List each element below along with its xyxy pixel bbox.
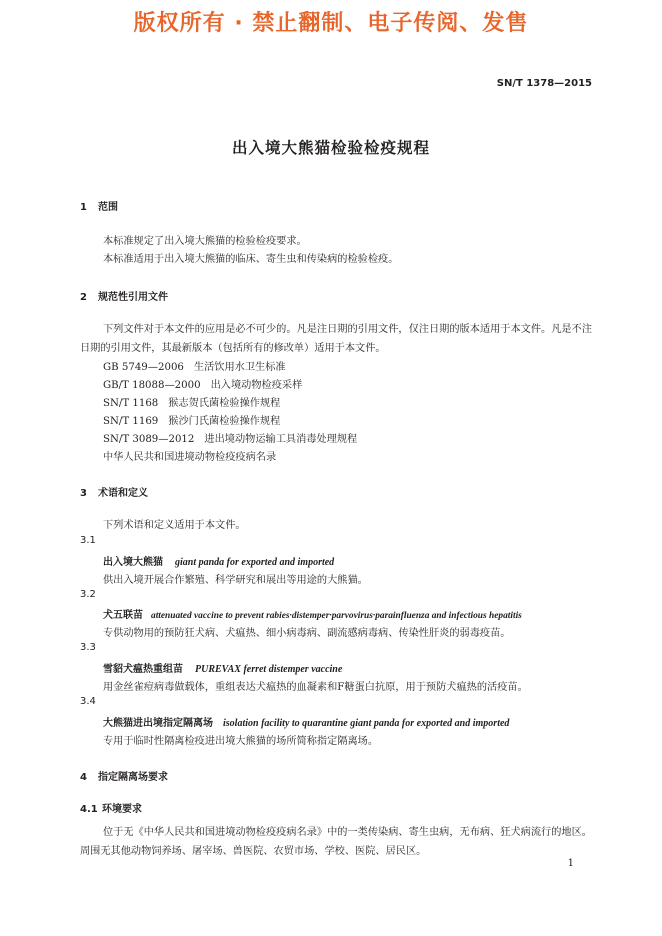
term-number: 3.2 bbox=[80, 589, 96, 600]
paragraph: 下列术语和定义适用于本文件。 bbox=[103, 520, 246, 531]
reference-code: GB/T 18088—2000 bbox=[103, 380, 201, 391]
reference-name: 猴沙门氏菌检验操作规程 bbox=[168, 416, 281, 427]
term-zh: 犬五联苗 bbox=[103, 610, 143, 621]
watermark: 版权所有 · 禁止翻制、电子传阅、发售 bbox=[133, 11, 529, 36]
term-zh: 雪貂犬瘟热重组苗 bbox=[103, 664, 183, 675]
term-definition: 供出入境开展合作繁殖、科学研究和展出等用途的大熊猫。 bbox=[103, 575, 368, 586]
paragraph: 下列文件对于本文件的应用是必不可少的。凡是注日期的引用文件，仅注日期的版本适用于本文件。凡是不注日期的引用文件，其最新版本（包括所有的修改单）适用于本文件。 bbox=[80, 324, 592, 354]
term-heading bbox=[103, 553, 334, 568]
reference-code: SN/T 1169 bbox=[103, 416, 159, 427]
section-4-heading bbox=[80, 768, 168, 783]
reference-name: 生活饮用水卫生标准 bbox=[193, 362, 286, 373]
paragraph: 本标准适用于出入境大熊猫的临床、寄生虫和传染病的检验检疫。 bbox=[103, 254, 399, 265]
term-number: 3.3 bbox=[80, 642, 96, 653]
term-definition: 用金丝雀痘病毒做载体，重组表达犬瘟热的血凝素和F糖蛋白抗原，用于预防犬瘟热的活疫苗。 bbox=[103, 682, 528, 693]
reference-code: SN/T 3089—2012 bbox=[103, 434, 195, 445]
paragraph: 位于无《中华人民共和国进境动物检疫疫病名录》中的一类传染病、寄生虫病，无布病、狂犬病流行的地区。周围无其他动物饲养场、屠宰场、兽医院、农贸市场、学校、医院、居民区。 bbox=[80, 827, 592, 857]
reference-item bbox=[103, 394, 280, 409]
subsection-title: 环境要求 bbox=[102, 804, 142, 815]
reference-item bbox=[103, 448, 276, 463]
term-definition: 专供动物用的预防狂犬病、犬瘟热、细小病毒病、副流感病毒病、传染性肝炎的弱毒疫苗。 bbox=[103, 628, 511, 639]
section-number: 1 bbox=[80, 202, 87, 213]
term-definition: 专用于临时性隔离检疫进出境大熊猫的场所简称指定隔离场。 bbox=[103, 736, 379, 747]
reference-item bbox=[103, 412, 280, 427]
term-en: PUREVAX ferret distemper vaccine bbox=[195, 664, 343, 675]
reference-code: GB 5749—2006 bbox=[103, 362, 184, 373]
term-zh: 出入境大熊猫 bbox=[103, 557, 163, 568]
reference-name: 进出境动物运输工具消毒处理规程 bbox=[204, 434, 358, 445]
section-title: 术语和定义 bbox=[98, 488, 148, 499]
page-title: 出入境大熊猫检验检疫规程 bbox=[231, 139, 430, 157]
reference-name: 猴志贺氏菌检验操作规程 bbox=[168, 398, 281, 409]
paragraph: 本标准规定了出入境大熊猫的检验检疫要求。 bbox=[103, 236, 307, 247]
subsection-4-1-heading bbox=[80, 800, 142, 815]
term-number: 3.1 bbox=[80, 535, 96, 546]
section-2-heading bbox=[80, 288, 168, 303]
section-title: 指定隔离场要求 bbox=[98, 772, 168, 783]
reference-item bbox=[103, 430, 357, 445]
section-number: 2 bbox=[80, 292, 87, 303]
reference-name: 中华人民共和国进境动物检疫疫病名录 bbox=[103, 452, 277, 463]
term-en: attenuated vaccine to prevent rabies·distemper·parvovirus·parainfluenza and infectious hepatitis bbox=[151, 611, 522, 621]
section-title: 规范性引用文件 bbox=[98, 292, 168, 303]
section-1-heading bbox=[80, 198, 118, 213]
section-number: 4 bbox=[80, 772, 87, 783]
standard-code: SN/T 1378—2015 bbox=[496, 78, 592, 89]
term-heading bbox=[103, 714, 509, 729]
term-en: giant panda for exported and imported bbox=[175, 557, 335, 568]
section-3-heading bbox=[80, 484, 148, 499]
reference-item bbox=[103, 358, 286, 373]
term-number: 3.4 bbox=[80, 696, 96, 707]
page-number: 1 bbox=[567, 858, 574, 869]
reference-name: 出入境动物检疫采样 bbox=[210, 380, 303, 391]
reference-code: SN/T 1168 bbox=[103, 398, 159, 409]
subsection-number: 4.1 bbox=[80, 804, 98, 815]
term-heading bbox=[103, 660, 342, 675]
section-number: 3 bbox=[80, 488, 87, 499]
reference-item bbox=[103, 376, 302, 391]
term-en: isolation facility to quarantine giant panda for exported and imported bbox=[223, 718, 510, 729]
term-heading bbox=[103, 606, 522, 621]
term-zh: 大熊猫进出境指定隔离场 bbox=[103, 718, 213, 729]
section-title: 范围 bbox=[98, 202, 118, 213]
